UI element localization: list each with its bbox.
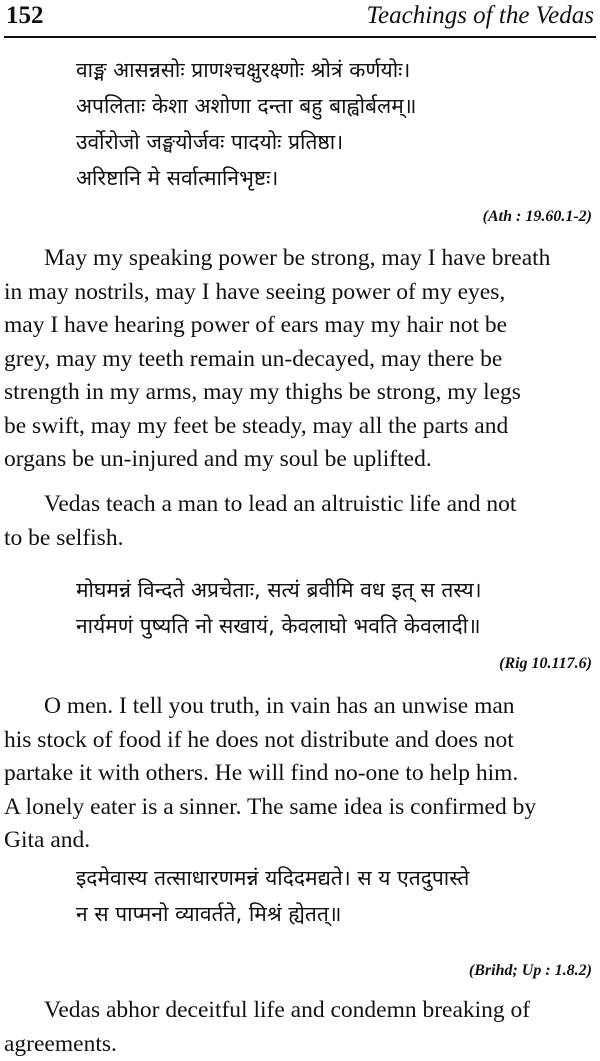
verse-line: नार्यमणं पुष्यति नो सखायं, केवलाघो भवति केवलादी॥ [76,614,481,638]
verse-line: अपलिताः केशा अशोणा दन्ता बहु बाह्वोर्बलम्॥ [76,94,417,118]
verse-citation: (Brihd; Up : 1.8.2) [468,962,592,979]
paragraph-line: be swift, may my feet be steady, may all the parts and [4,412,509,439]
verse-line: न स पाप्मनो व्यावर्तते, मिश्रं ह्येतत्॥ [76,902,342,926]
paragraph-line: may I have hearing power of ears may my hair not be [4,312,508,338]
paragraph-line: in may nostrils, may I have seeing power of my eyes, [4,278,506,305]
paragraph-line: A lonely eater is a sinner. The same idea is confirmed by [4,793,537,820]
paragraph-line: Vedas teach a man to lead an altruistic life and not [44,491,517,517]
paragraph-line: Vedas abhor deceitful life and condemn breaking of [44,997,531,1023]
sanskrit-verse-brihad [76,860,596,932]
paragraph-line: agreements. [4,1030,117,1057]
sanskrit-verse-atharva [76,52,596,196]
paragraph-line: grey, may my teeth remain un-decayed, may there be [4,345,503,372]
verse-line: अरिष्टानि मे सर्वात्मानिभृष्टः। [76,166,279,190]
paragraph-line: strength in my arms, may my thighs be strong, my legs [4,379,521,405]
paragraph-line: to be selfish. [4,524,124,551]
paragraph-deceit [4,994,596,1061]
paragraph-line: May my speaking power be strong, may I have breath [44,245,551,271]
verse-line: इदमेवास्य तत्साधारणमन्नं यदिदमद्यते। स य एतदुपास्ते [76,866,470,890]
paragraph-line: organs be un-injured and my soul be uplifted. [4,446,432,472]
verse-line: वाङ्म आसन्नसोः प्राणश्चक्षुरक्ष्णोः श्रोत्रं कर्णयोः। [76,58,411,82]
page-number: 152 [6,2,44,29]
paragraph-line: his stock of food if he does not distribute and does not [4,726,514,753]
verse-line: मोघमन्नं विन्दते अप्रचेताः, सत्यं ब्रवीमि वध इत् स तस्य। [76,578,482,602]
verse-citation: (Rig 10.117.6) [499,655,592,672]
paragraph-altruism [4,488,596,555]
page-header [4,0,596,38]
paragraph-line: O men. I tell you truth, in vain has an unwise man [44,693,515,719]
sanskrit-verse-rig [76,572,596,644]
paragraph-translation-1 [4,242,596,477]
running-title: Teachings of the Vedas [366,2,594,29]
paragraph-translation-2 [4,690,596,858]
paragraph-line: Gita and. [4,827,91,853]
verse-line: उर्वोरोजो जङ्घयोर्जवः पादयोः प्रतिष्ठा। [76,130,344,154]
paragraph-line: partake it with others. He will find no-one to help him. [4,760,519,786]
verse-citation: (Ath : 19.60.1-2) [482,208,592,225]
